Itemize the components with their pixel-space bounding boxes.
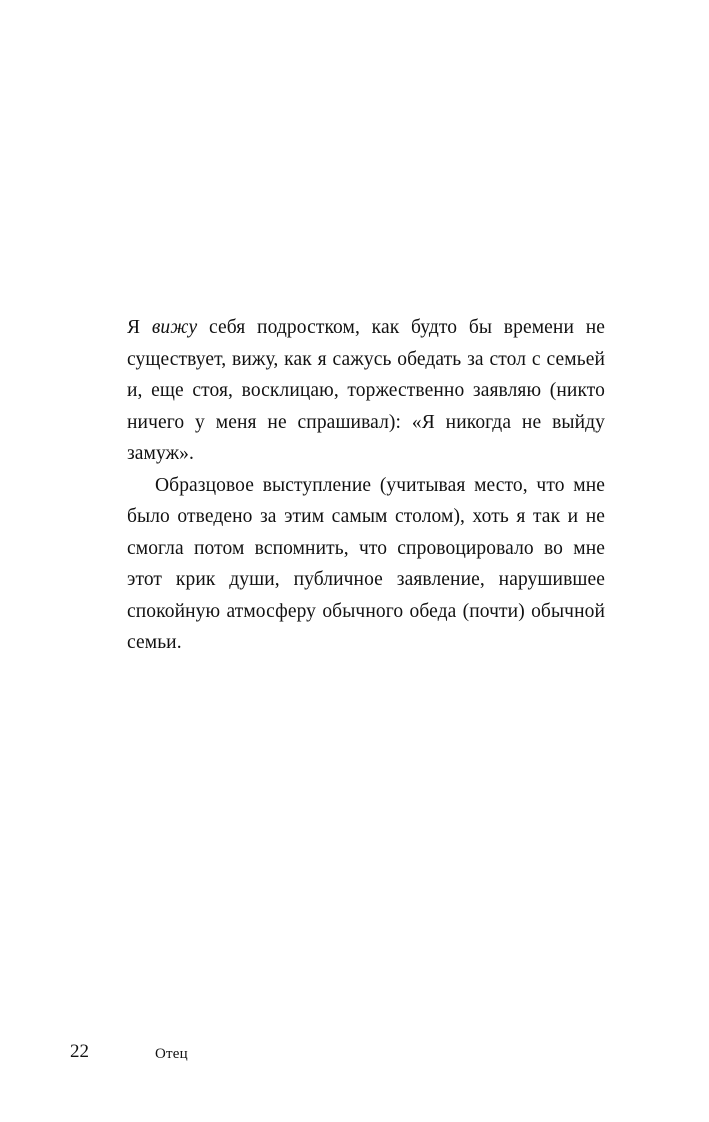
page-number: 22 (70, 1041, 89, 1062)
paragraph-1-pre-italic: Я (127, 317, 152, 338)
paragraph-second: Образцовое выступление (учитывая место, что мне было отведено за этим самым столом), хоть я так и не смогла потом вспомнить, что спровоцировало во мне этот крик души, публичное заявление, нарушившее спокойную атмосферу обычного обеда (почти) обычной семьи. (127, 474, 605, 653)
page-text-block (127, 312, 605, 659)
running-head: Отец (155, 1046, 188, 1062)
paragraph-1-italic-word: вижу (151, 317, 198, 338)
paragraph-1-rest: себя подростком, как будто бы времени не существует, вижу, как я сажусь обедать за стол с семьей и, еще стоя, восклицаю, торжественно заявляю (никто ничего у меня не спрашивал): «Я никогда не выйду замуж». (127, 317, 605, 464)
paragraph-first (127, 312, 605, 470)
page-footer (0, 1040, 709, 1070)
